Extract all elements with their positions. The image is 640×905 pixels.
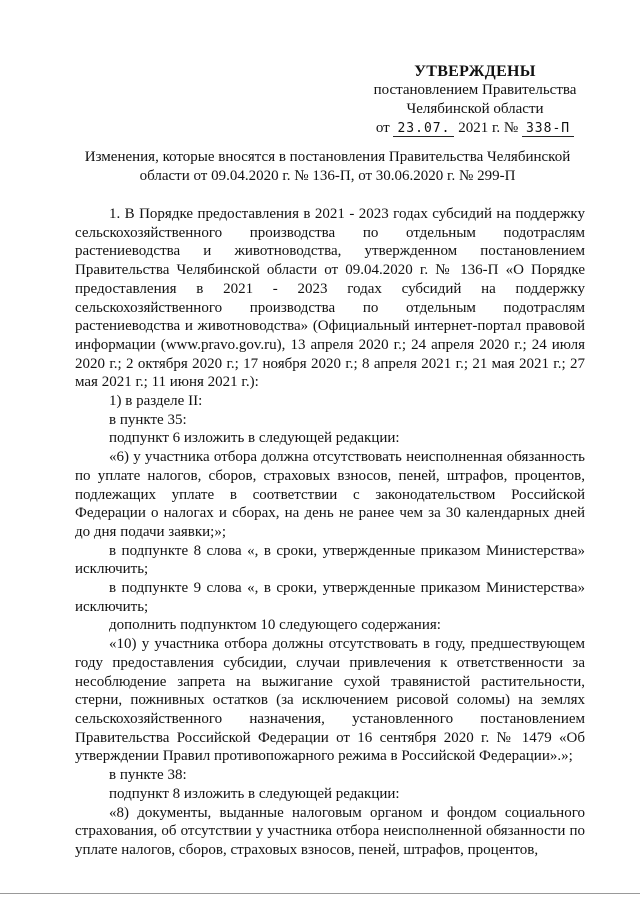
approval-block	[360, 62, 590, 138]
paragraph: 1) в разделе II:	[109, 393, 203, 410]
paragraph: в пункте 38:	[109, 767, 187, 784]
scan-edge-line	[0, 893, 640, 894]
paragraph: в подпункте 9 слова «, в сроки, утвержденные приказом Министерства» исключить;	[75, 580, 585, 615]
document-title: Изменения, которые вносятся в постановления Правительства Челябинской области от 09.04.2020 г. № 136-П, от 30.06.2020 г. № 299-П	[84, 149, 571, 184]
approval-heading: УТВЕРЖДЕНЫ	[414, 63, 536, 80]
paragraph: в пункте 35:	[109, 411, 187, 428]
handwritten-date: 23.07.	[393, 121, 454, 137]
paragraph: 1. В Порядке предоставления в 2021 - 2023 годах субсидий на поддержку сельскохозяйственного производства по отдельным подотраслям растениеводства и животноводства, утвержденном постановлением Правительства Челябинской области от 09.04.2020 г. № 136-П «О Порядке предоставления в 2021 - 2023 годах субсидий на поддержку сельскохозяйственного производства по отдельным подотраслям растениеводства и животноводства» (Официальный интернет-портал правовой информации (www.pravo.gov.ru), 13 апреля 2020 г.; 24 апреля 2020 г.; 24 июля 2020 г.; 2 октября 2020 г.; 17 ноября 2020 г.; 8 апреля 2021 г.; 21 мая 2021 г.; 27 мая 2021 г.; 11 июня 2021 г.):	[75, 206, 585, 391]
paragraph: подпункт 6 изложить в следующей редакции:	[109, 430, 400, 447]
approval-date-line	[360, 119, 590, 138]
paragraph: «10) у участника отбора должны отсутствовать в году, предшествующем году предоставления субсидии, случаи привлечения к ответственности за несоблюдение запрета на выжигание сухой травянистой растительности, стерни, пожнивных остатков (за исключением рисовой соломы) на землях сельскохозяйственного назначения, установленного постановлением Правительства Российской Федерации от 16 сентября 2020 г. № 1479 «Об утверждении Правил противопожарного режима в Российской Федерации».»;	[75, 636, 585, 765]
year-text: 2021 г. №	[458, 120, 519, 136]
handwritten-number: 338-П	[522, 121, 574, 137]
paragraph: «8) документы, выданные налоговым органом и фондом социального страхования, об отсутствии у участника отбора неисполненной обязанности по уплате налогов, сборов, страховых взносов, пеней, штрафов, процентов,	[75, 804, 585, 858]
paragraph: в подпункте 8 слова «, в сроки, утвержденные приказом Министерства» исключить;	[75, 542, 585, 578]
paragraph: подпункт 8 изложить в следующей редакции:	[109, 785, 400, 802]
approval-line-2: Челябинской области	[406, 101, 544, 117]
paragraph: «6) у участника отбора должна отсутствовать неисполненная обязанность по уплате налогов, сборов, страховых взносов, пеней, штрафов, процентов, подлежащих уплате в соответствии с законодательством Российской Федерации о налогах и сборах, на день не ранее чем за 30 календарных дней до дня подачи заявки;»;	[75, 449, 585, 540]
approval-line-1: постановлением Правительства	[373, 82, 577, 98]
paragraph: дополнить подпунктом 10 следующего содержания:	[109, 617, 441, 634]
document-body	[75, 205, 585, 860]
date-prefix: от	[375, 120, 390, 136]
